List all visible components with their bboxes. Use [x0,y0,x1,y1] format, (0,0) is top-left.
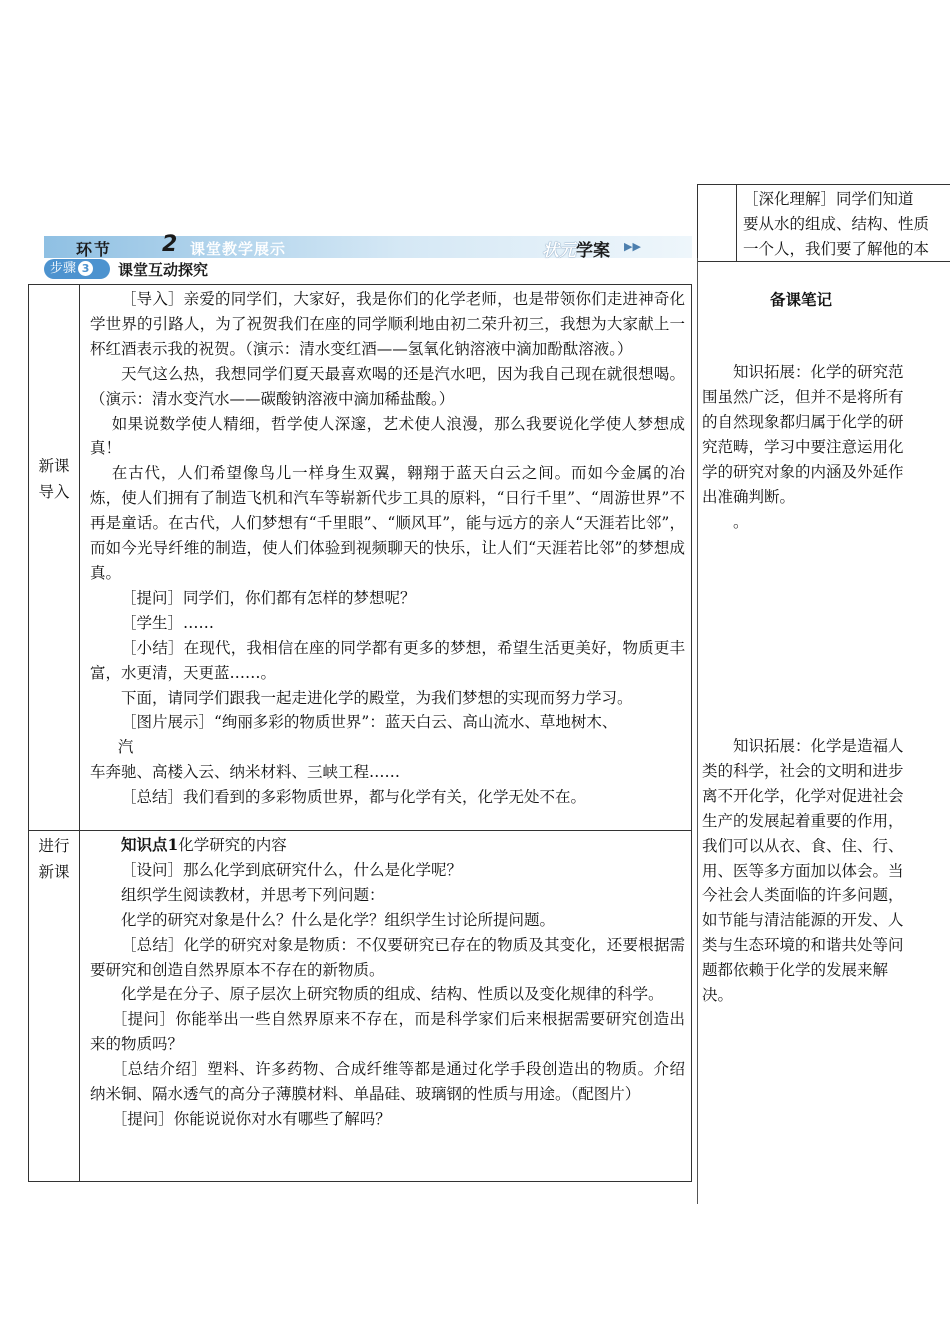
row-label-new-lesson [29,285,80,831]
paragraph: ［总结］化学的研究对象是物质：不仅要研究已存在的物质及其变化，还要根据需要研究和创造自然界原本不存在的新物质。 [90,935,685,979]
row-label-line: 导入 [38,483,70,501]
top-snippet-box [697,184,950,262]
lesson-table [28,284,692,1182]
banner-huanjie: 环节 [76,240,113,259]
row-label-line: 新课 [38,863,70,881]
paragraph: 下面，请同学们跟我一起走进化学的殿堂，为我们梦想的实现而努力学习。 [121,688,633,707]
banner-section-title: 课堂教学展示 [190,240,287,258]
table-row [29,831,692,1182]
row-label-new-content [29,831,80,1182]
snippet-line: 要从水的组成、结构、性质 [743,215,930,233]
paragraph: ［导入］亲爱的同学们，大家好，我是你们的化学老师，也是带领你们走进神奇化学世界的引路人，为了祝贺我们在座的同学顺利地由初二荣升初三，我想为大家献上一杯红酒表示我的祝贺。（演示：清水变红酒——氢氧化钠溶液中滴加酚酞溶液。） [90,290,685,358]
table-row [29,285,692,831]
snippet-text [743,187,950,262]
row-label-line: 进行 [38,837,70,855]
note-knowledge-extension-2 [702,734,912,1008]
note-text: 知识拓展：化学是造福人类的科学，社会的文明和进步离不开化学，化学对促进社会生产的发展起着重要的作用，我们可以从衣、食、住、行、用、医等多方面加以体会。当今社会人类面临的许多问题，如节能与清洁能源的开发、人类与生态环境的和谐共处等问题都依赖于化学的发展来解决。 [702,737,904,1005]
knowledge-point-title: 化学研究的内容 [178,836,287,854]
step-pill [44,259,110,279]
row-content-intro [80,285,692,831]
step-label: 步骤 [50,261,77,276]
paragraph: ［提问］同学们，你们都有怎样的梦想呢？ [121,588,416,607]
banner-number: 2 [162,232,178,257]
snippet-line: ［深化理解］同学们知道 [743,190,914,208]
row-label-line: 新课 [38,457,70,475]
paragraph: ［学生］…… [121,613,215,632]
paragraph: ［设问］那么化学到底研究什么，什么是化学呢？ [121,860,463,879]
paragraph: 车奔驰、高楼入云、纳米材料、三峡工程…… [90,763,401,782]
paragraph: ［提问］你能说说你对水有哪些了解吗？ [111,1109,391,1128]
row-content-lesson [80,831,692,1182]
notes-divider [697,258,698,1204]
paragraph: 汽 [117,738,134,757]
brand-prefix: 状元 [542,241,576,261]
brand-suffix: 学案 [576,241,610,261]
note-text: 知识拓展：化学的研究范围虽然广泛，但并不是将所有的自然现象都归属于化学的研究范畴，学习中要注意运用化学的研究对象的内涵及外延作出准确判断。 [702,363,904,506]
paragraph: ［总结］我们看到的多彩物质世界，都与化学有关，化学无处不在。 [121,788,587,807]
paragraph: 组织学生阅读教材，并思考下列问题： [121,885,385,904]
paragraph: ［图片展示］“绚丽多彩的物质世界”：蓝天白云、高山流水、草地树木、 [121,713,618,732]
knowledge-point-label: 知识点1 [121,835,179,854]
snippet-line: 一个人，我们要了解他的本 [743,240,930,258]
note-knowledge-extension-1 [702,360,912,535]
paragraph: 化学是在分子、原子层次上研究物质的组成、结构、性质以及变化规律的科学。 [121,985,664,1004]
snippet-divider [736,185,737,261]
knowledge-point-heading [90,833,685,858]
step-number: 3 [78,261,93,276]
double-arrow-icon: ▶▶ [624,240,641,253]
paragraph: ［小结］在现代，我相信在座的同学都有更多的梦想，希望生活更美好，物质更丰富，水更清，天更蓝……。 [90,638,685,682]
paragraph: 化学的研究对象是什么？什么是化学？组织学生讨论所提问题。 [121,910,556,929]
paragraph: ［总结介绍］塑料、许多药物、合成纤维等都是通过化学手段创造出的物质。介绍纳米铜、隔水透气的高分子薄膜材料、单晶硅、玻璃钢的性质与用途。（配图片） [90,1060,685,1104]
brand-logo [542,236,610,261]
notes-title: 备课笔记 [770,290,833,309]
step-title: 课堂互动探究 [118,261,209,279]
paragraph: 在古代，人们希望像鸟儿一样身生双翼，翱翔于蓝天白云之间。而如今金属的冶炼，使人们拥有了制造飞机和汽车等崭新代步工具的原料，“日行千里”、“周游世界”不再是童话。在古代，人们梦想有“千里眼”、“顺风耳”，能与远方的亲人“天涯若比邻”，而如今光导纤维的制造，使人们体验到视频聊天的快乐，让人们“天涯若比邻”的梦想成真。 [90,464,685,582]
section-banner [44,232,692,261]
paragraph: 天气这么热，我想同学们夏天最喜欢喝的还是汽水吧，因为我自己现在就很想喝。（演示：清水变汽水——碳酸钠溶液中滴加稀盐酸。） [90,364,685,408]
paragraph: 如果说数学使人精细，哲学使人深邃，艺术使人浪漫，那么我要说化学使人梦想成真！ [90,414,685,458]
note-tail: 。 [733,513,749,532]
paragraph: ［提问］你能举出一些自然界原来不存在，而是科学家们后来根据需要研究创造出来的物质吗？ [90,1010,685,1054]
